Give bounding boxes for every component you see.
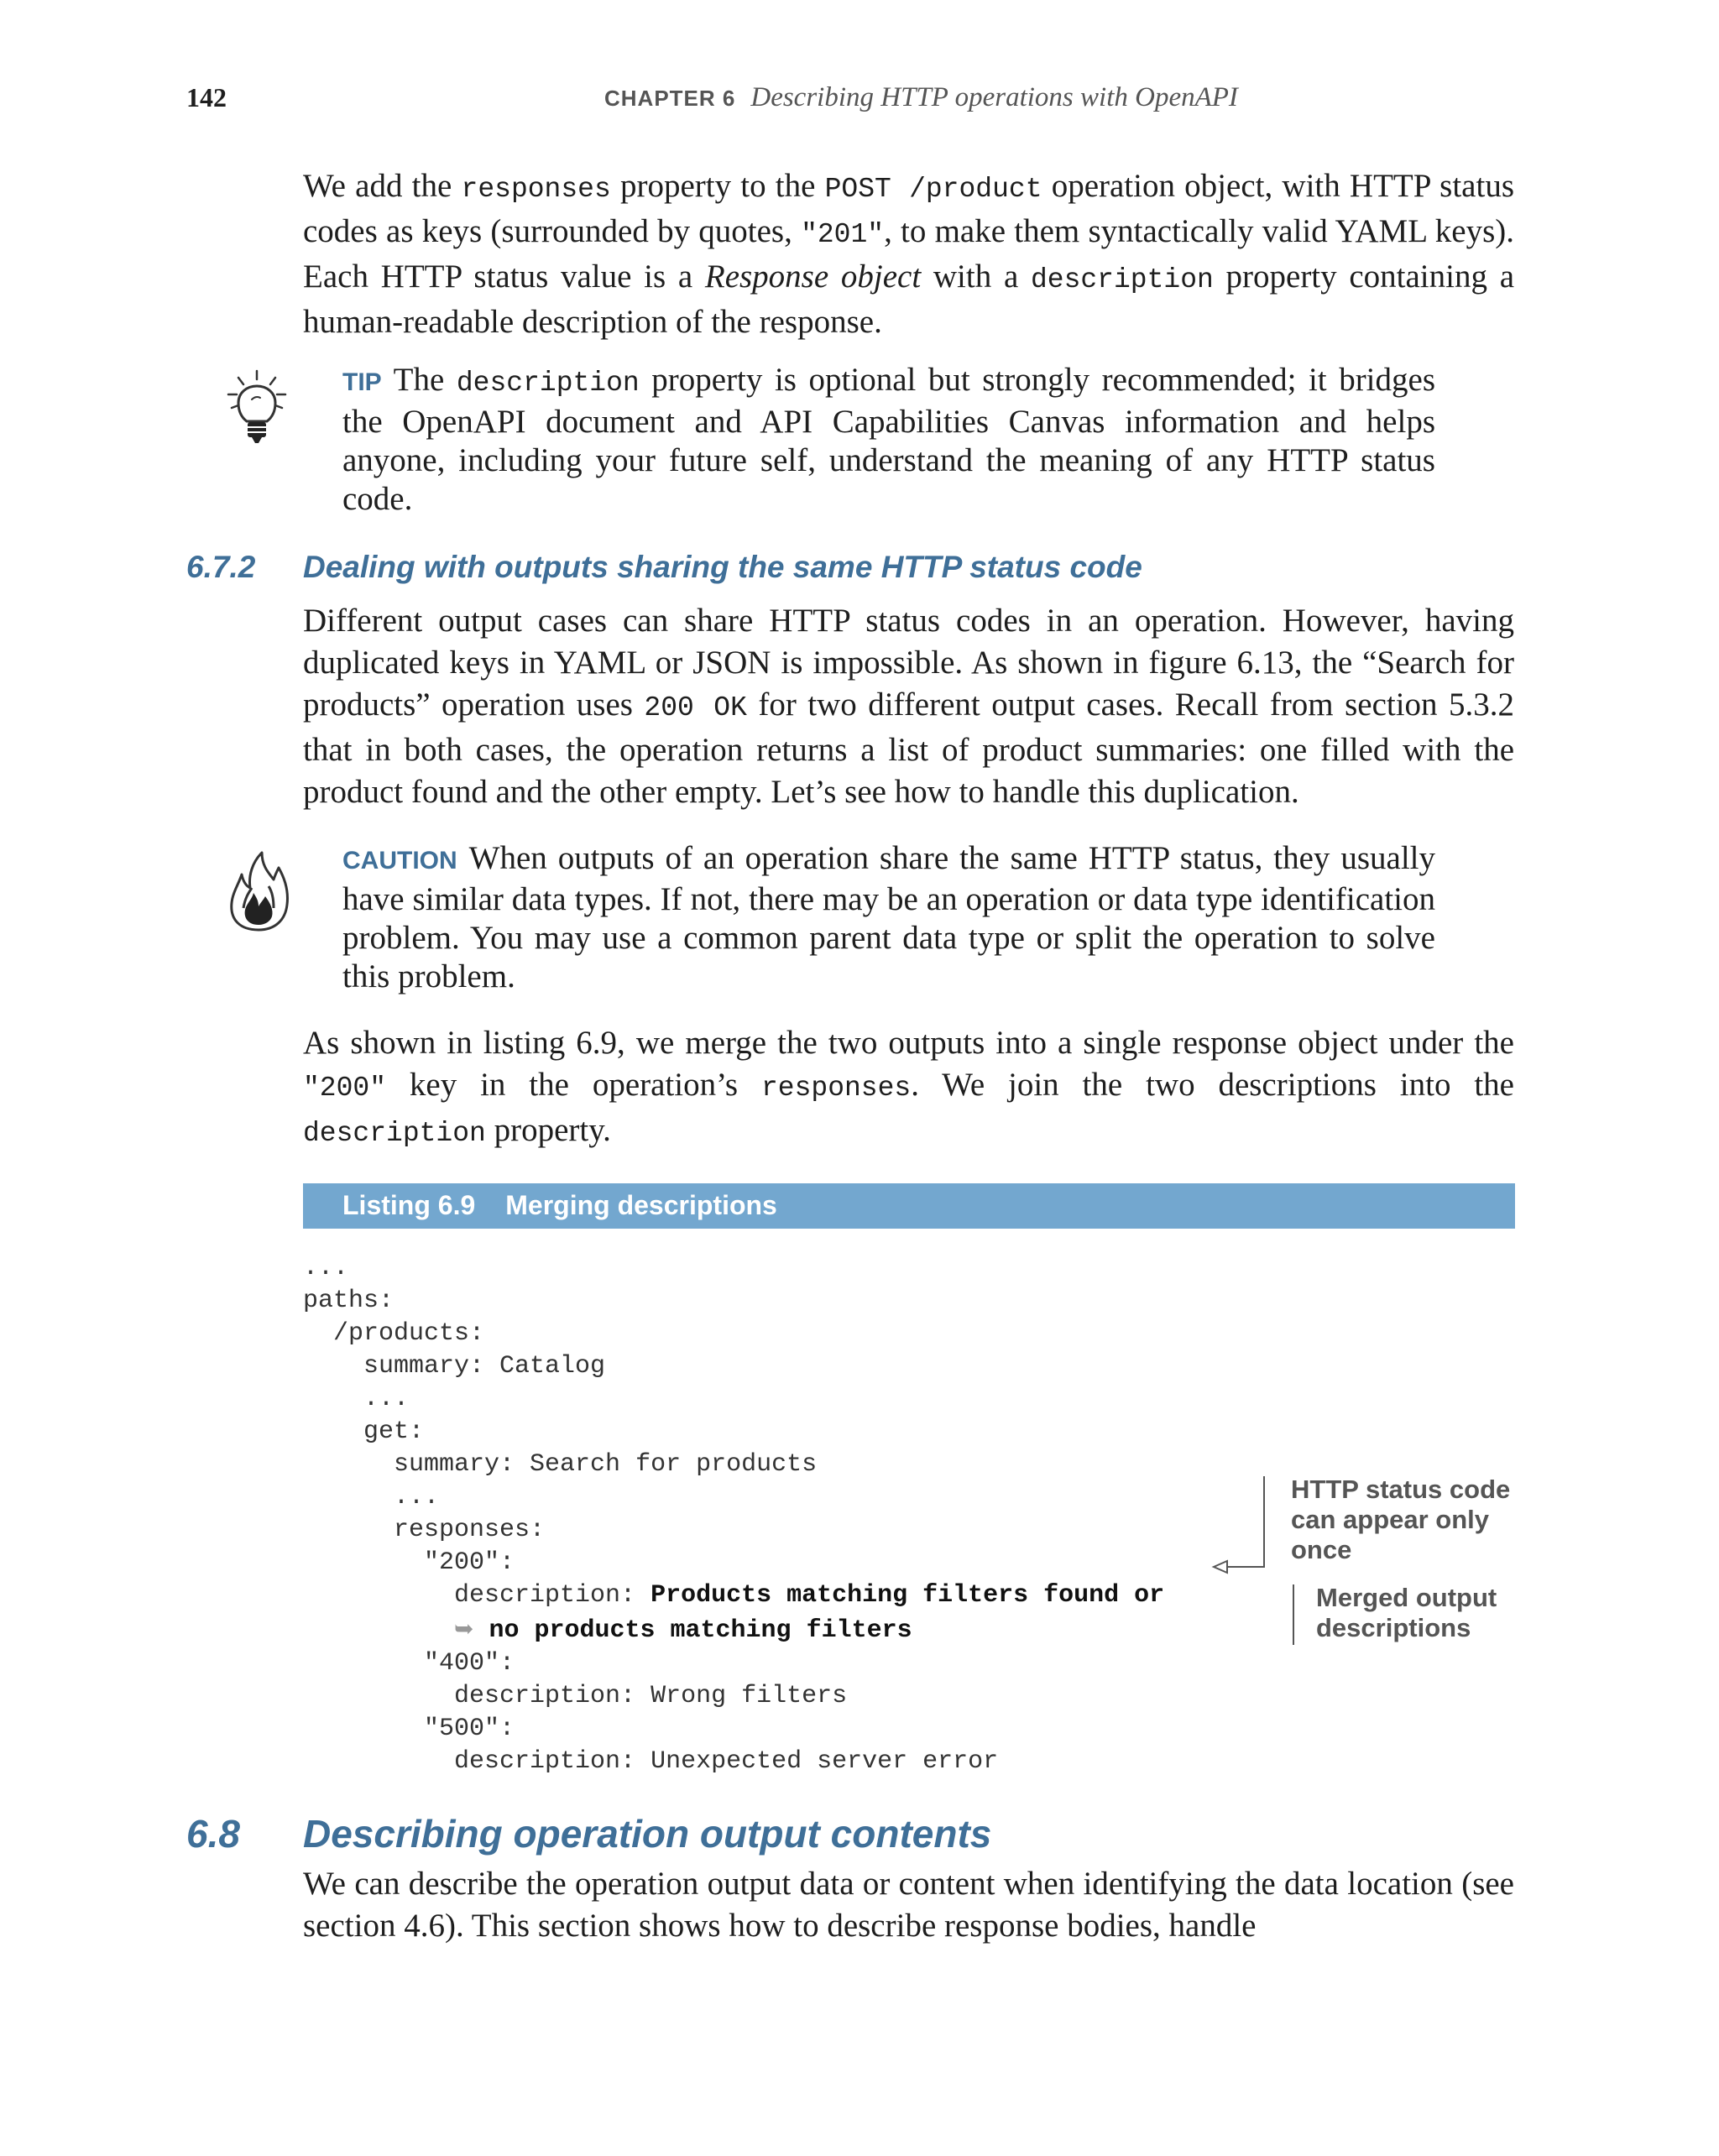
code-line: "500":: [303, 1715, 515, 1743]
code-inline: POST /product: [824, 174, 1042, 205]
code-inline: responses: [760, 1073, 912, 1104]
page-number: 142: [186, 82, 227, 112]
code-inline: description: [1030, 264, 1214, 295]
code-line: "200":: [303, 1548, 515, 1577]
code-indent: [303, 1616, 454, 1645]
text: property is optional but strongly recommended; it bridges the OpenAPI document and API Capabilities Canvas information and helps anyone, including your future self, understand the meaning of any HTTP status code.: [342, 362, 1435, 517]
code-line: [303, 1579, 1164, 1612]
text: for two different output cases. Recall from section 5.3.2 that in both cases, the operation returns a list of product summaries: one filled with the product found and the other empty. Let’s see how to handle this duplication.: [303, 686, 1514, 810]
text: When outputs of an operation share the same HTTP status, they usually have similar data types. If not, there may be an operation or data type identification problem. You may use a common parent data type or split the operation to solve this problem.: [342, 840, 1435, 994]
code-line: summary: Catalog: [303, 1352, 606, 1381]
lightbulb-icon: [227, 369, 287, 446]
caution-note: [342, 839, 1435, 996]
code-inline: description: [456, 368, 640, 399]
annotation-merged-descriptions: [1316, 1583, 1497, 1643]
listing-caption: [342, 1190, 777, 1221]
paragraph-duplicated-status: [303, 600, 1514, 813]
annotation-line: HTTP status code: [1291, 1475, 1511, 1504]
text: property containing a human-readable description of the response.: [303, 258, 1515, 340]
text: As shown in listing 6.9, we merge the two outputs into a single response object under the: [303, 1025, 1514, 1061]
code-inline: 200 OK: [644, 692, 747, 723]
code-line: /products:: [303, 1319, 485, 1348]
text: The: [393, 362, 457, 398]
line-continuation-arrow-icon: ➥: [454, 1615, 474, 1642]
fire-icon: [227, 849, 290, 933]
code-line: summary: Search for products: [303, 1450, 818, 1479]
code-line: ...: [303, 1385, 410, 1413]
annotation-status-code: [1291, 1475, 1510, 1565]
code-key: description:: [303, 1581, 651, 1610]
code-line: [303, 1612, 1164, 1647]
paragraph-responses: [303, 165, 1514, 343]
text: property to the: [610, 168, 825, 204]
listing-title: Merging descriptions: [505, 1190, 777, 1220]
chapter-label: CHAPTER 6: [604, 86, 736, 111]
annotation-line: descriptions: [1316, 1613, 1471, 1642]
running-head: [604, 82, 1238, 113]
text: operation object, with HTTP status codes as keys (surrounded by quotes,: [303, 168, 1515, 249]
section-number: 6.8: [186, 1812, 240, 1856]
emphasis: Response object: [704, 258, 922, 295]
text: key in the operation’s: [386, 1067, 761, 1103]
code-line: paths:: [303, 1287, 394, 1315]
annotation-bracket: [1209, 1473, 1267, 1590]
code-inline: description: [303, 1118, 486, 1149]
code-value-bold: no products matching filters: [473, 1616, 912, 1645]
tip-label: TIP: [342, 368, 382, 396]
code-line: ...: [303, 1254, 349, 1282]
text: , to make them syntactically valid YAML keys). Each HTTP status value is a: [303, 213, 1515, 295]
tip-note: [342, 361, 1435, 519]
text: property.: [485, 1112, 611, 1148]
annotation-line: can appear only: [1291, 1505, 1490, 1534]
code-inline: "200": [303, 1073, 387, 1104]
text: . We join the two descriptions into the: [911, 1067, 1514, 1103]
text: We add the: [303, 168, 462, 204]
annotation-line: once: [1291, 1535, 1352, 1564]
code-line: "400":: [303, 1649, 515, 1678]
code-line: ...: [303, 1483, 440, 1511]
section-title: Dealing with outputs sharing the same HTTP status code: [303, 550, 1142, 584]
code-line: responses:: [303, 1516, 546, 1544]
listing-number: Listing 6.9: [342, 1190, 476, 1220]
code-inline: responses: [461, 174, 611, 205]
code-line: get:: [303, 1417, 425, 1446]
paragraph-output-contents: We can describe the operation output data or content when identifying the data location (see section 4.6). This section shows how to describe response bodies, handle: [303, 1866, 1514, 1944]
chapter-title: Describing HTTP operations with OpenAPI: [750, 82, 1238, 112]
code-inline: "201": [801, 219, 885, 250]
annotation-bracket: [1293, 1584, 1294, 1645]
caution-label: CAUTION: [342, 847, 457, 874]
code-line: description: Unexpected server error: [303, 1747, 999, 1776]
code-listing: [303, 1252, 1164, 1778]
section-number: 6.7.2: [186, 550, 256, 584]
code-value-bold: Products matching filters found or: [651, 1581, 1165, 1610]
text: with a: [921, 258, 1031, 295]
code-line: description: Wrong filters: [303, 1682, 848, 1710]
section-title: Describing operation output contents: [303, 1812, 992, 1856]
text: Different output cases can share HTTP status codes in an operation. However, having duplicated keys in YAML or JSON is impossible. As shown in figure 6.13, the “Search for products” operation uses: [303, 603, 1514, 723]
annotation-line: Merged output: [1316, 1583, 1497, 1612]
paragraph-merge: [303, 1022, 1514, 1155]
